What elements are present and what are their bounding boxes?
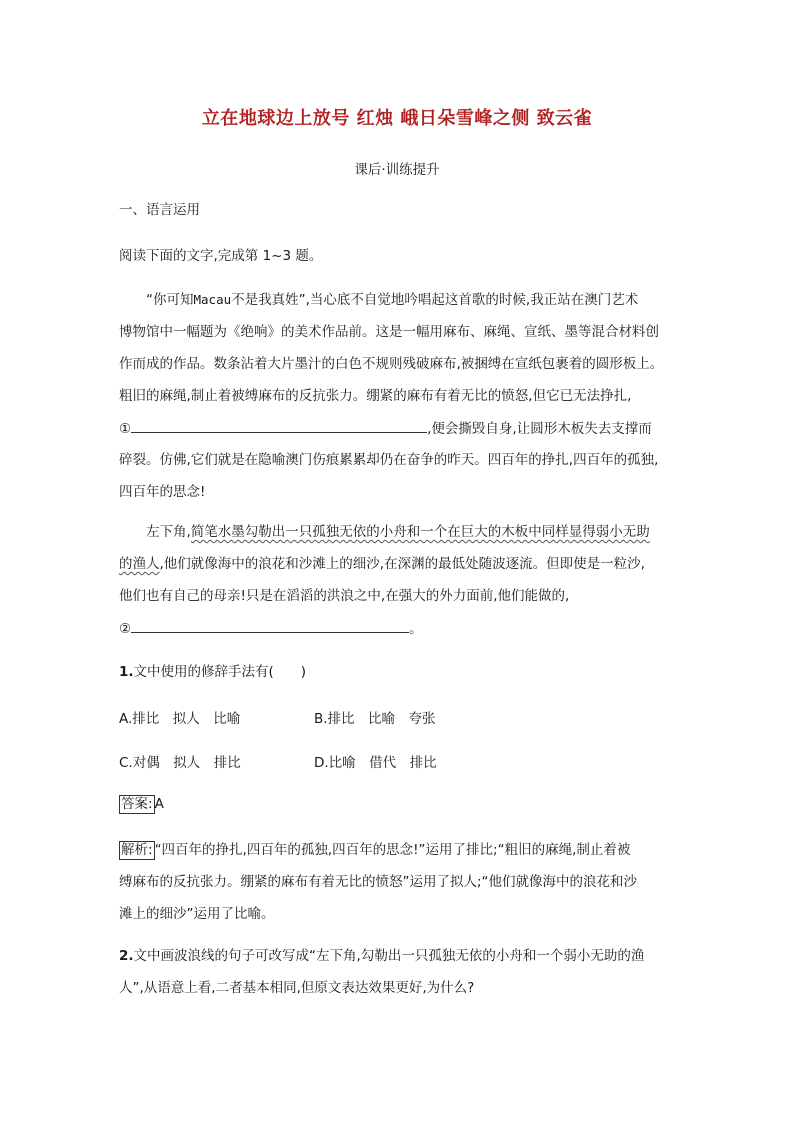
passage2-line1: 左下角,简笔水墨勾勒出一只孤独无依的小舟和一个在巨大的木板中同样显得弱小无助	[146, 524, 650, 540]
blank-1-fill-line	[131, 418, 427, 433]
option-a: A.排比 拟人 比喻	[119, 711, 241, 727]
blank-2-fill-line	[131, 618, 409, 633]
wavy-underlined-sentence: 简笔水墨勾勒出一只孤独无依的小舟和一个在巨大的木板中同样显得弱小无助	[190, 524, 650, 540]
passage1-line6: 碎裂。仿佛,它们就是在隐喻澳门伤痕累累却仍在奋争的昨天。四百年的挣扎,四百年的孤独,	[119, 452, 659, 468]
page-subtitle: 课后·训练提升	[354, 162, 440, 178]
answer-row	[119, 794, 164, 814]
passage2-line4: ② 。	[119, 618, 423, 639]
passage1-line7: 四百年的思念!	[119, 484, 206, 500]
option-d: D.比喻 借代 排比	[314, 755, 437, 771]
analysis-line2: 缚麻布的反抗张力。绷紧的麻布有着无比的愤怒”运用了拟人;“他们就像海中的浪花和沙	[119, 874, 638, 890]
question-2: 2.文中画波浪线的句子可改写成“左下角,勾勒出一只孤独无依的小舟和一个弱小无助的渔	[119, 948, 645, 964]
passage1-line2: 博物馆中一幅题为《绝响》的美术作品前。这是一幅用麻布、麻绳、宣纸、墨等混合材料创	[119, 324, 659, 340]
option-c: C.对偶 拟人 排比	[119, 755, 241, 771]
analysis-line3: 滩上的细沙”运用了比喻。	[119, 906, 275, 922]
blank-1-label: ①	[119, 421, 132, 437]
passage1-line5: ① ,便会撕毁自身,让圆形木板失去支撑而	[119, 418, 652, 439]
section-heading: 一、语言运用	[119, 202, 200, 218]
passage2-line2: 的渔人,他们就像海中的浪花和沙滩上的细沙,在深渊的最低处随波逐流。但即使是一粒沙,	[119, 556, 645, 572]
passage1-line4: 粗旧的麻绳,制止着被缚麻布的反抗张力。绷紧的麻布有着无比的愤怒,但它已无法挣扎,	[119, 388, 632, 404]
option-b: B.排比 比喻 夸张	[314, 711, 436, 727]
answer-label: 答案:	[121, 796, 153, 812]
question-1: 1.文中使用的修辞手法有( )	[119, 664, 307, 680]
analysis-line1: 解析: “四百年的挣扎,四百年的孤独,四百年的思念!”运用了排比;“粗旧的麻绳,制止着被	[121, 842, 631, 858]
page-title: 立在地球边上放号 红烛 峨日朵雪峰之侧 致云雀	[201, 108, 593, 129]
answer-value: A	[154, 796, 164, 812]
passage1-line1: “你可知Macau不是我真姓”,当心底不自觉地吟唱起这首歌的时候,我正站在澳门艺术	[146, 292, 639, 308]
analysis-label: 解析:	[121, 842, 153, 858]
question-2-line2: 人”,从语意上看,二者基本相同,但原文表达效果更好,为什么?	[119, 980, 475, 996]
reading-instruction: 阅读下面的文字,完成第 1~3 题。	[119, 248, 323, 264]
passage2-line3: 他们也有自己的母亲!只是在滔滔的洪浪之中,在强大的外力面前,他们能做的,	[119, 588, 570, 604]
passage1-line3: 作而成的作品。数条沾着大片墨汁的白色不规则残破麻布,被捆缚在宣纸包裹着的圆形板上。	[119, 356, 664, 372]
blank-2-label: ②	[119, 621, 132, 637]
